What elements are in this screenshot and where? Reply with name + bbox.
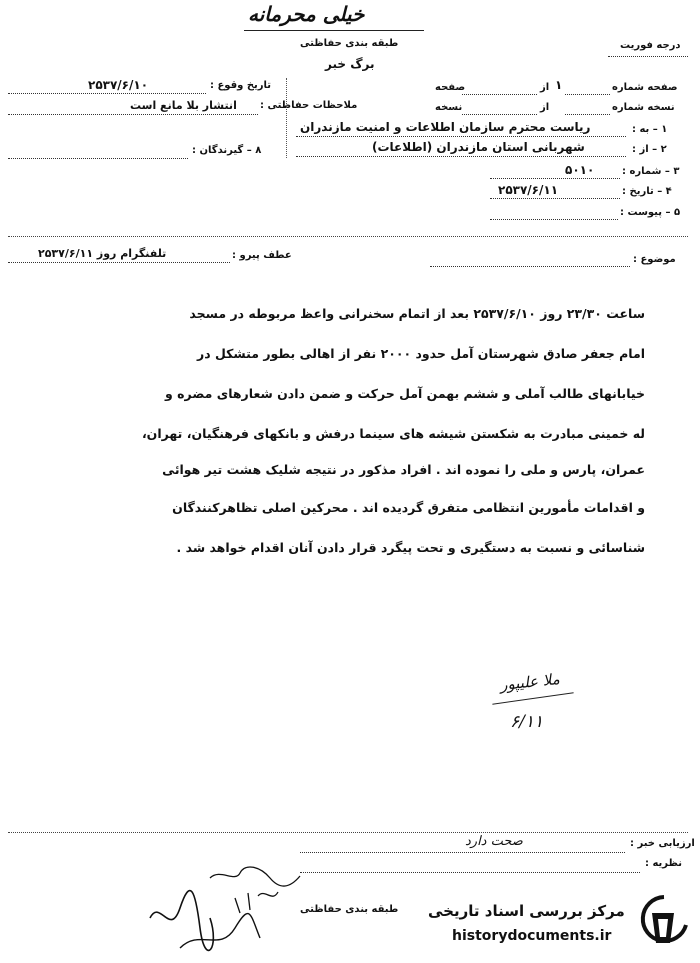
copy-number-line (565, 114, 610, 115)
recipients-label: ۸ – گیرندگان : (192, 145, 262, 156)
watermark-site: historydocuments.ir (452, 928, 612, 944)
recipients-line (8, 158, 188, 159)
classification-header: طبقه بندی حفاظتی (300, 38, 399, 49)
page-unit: صفحه (435, 82, 466, 93)
to-value: ریاست محترم سازمان اطلاعات و امنیت مازندران (300, 120, 591, 134)
body-line-6: و اقدامات مأمورین انتظامی متفرق گردیده اند . محرکین اصلی تظاهرکنندگان (172, 500, 645, 515)
number-line (490, 178, 620, 179)
from-label: ۲ – از : (632, 144, 667, 155)
date-line (490, 198, 620, 199)
number-value: ۵۰۱۰ (565, 163, 595, 177)
classification-footer: طبقه بندی حفاظتی (300, 904, 399, 915)
subject-rule (8, 236, 688, 237)
date-label: ۴ – تاریخ : (622, 186, 672, 197)
body-line-3: خیابانهای طالب آملی و ششم بهمن آمل حرکت و ضمن دادن شعارهای مضره و (165, 386, 645, 401)
watermark-logo-icon (640, 895, 688, 951)
priority-label: درجه فوریت (620, 40, 681, 51)
form-title: برگ خبر (325, 57, 375, 71)
top-stamp-underline (244, 30, 424, 31)
body-line-1: ساعت ۲۳/۳۰ روز ۲۵۳۷/۶/۱۰ بعد از اتمام سخنرانی واعظ مربوطه در مسجد (189, 306, 645, 321)
security-notes-label: ملاحظات حفاظتی : (260, 100, 358, 111)
attachment-label: ۵ – پیوست : (620, 207, 681, 218)
security-notes-line (8, 114, 258, 115)
date-value: ۲۵۳۷/۶/۱۱ (498, 183, 559, 197)
from-line (296, 156, 626, 157)
number-label: ۳ – شماره : (622, 166, 680, 177)
signature-underline (492, 692, 573, 704)
opinion-line (300, 872, 640, 873)
evaluation-label: ارزیابی خبر : (630, 838, 695, 849)
footer-rule (8, 832, 688, 833)
page-number-value: ۱ (555, 78, 563, 92)
evaluation-value: صحت دارد (465, 834, 523, 849)
opinion-label: نظریه : (645, 858, 683, 869)
copy-unit: نسخه (435, 102, 463, 113)
to-line (296, 136, 626, 137)
body-line-5: عمران، پارس و ملی را نموده اند . افراد مذکور در نتیجه شلیک هشت تیر هوائی (162, 462, 645, 477)
page-number-line (565, 94, 610, 95)
security-notes-value: انتشار بلا مانع است (130, 99, 237, 112)
page-number-label: صفحه شماره (612, 82, 678, 93)
signature-name: ملا علیپور (499, 669, 561, 695)
top-stamp-handwritten: خیلی محرمانه (248, 2, 365, 26)
copy-number-label: نسخه شماره (612, 102, 675, 113)
body-line-4: له خمینی مبادرت به شکستن شیشه های سینما درفش و بانکهای فرهنگیان، تهران، (141, 426, 645, 441)
signature-date: ۶/۱۱ (510, 712, 544, 732)
body-line-7: شناسائی و نسبت به دستگیری و تحت پیگرد قرار دادن آنان اقدام خواهد شد . (176, 540, 645, 555)
page-total-line (462, 94, 537, 95)
copy-total-line (462, 114, 537, 115)
evaluation-line (300, 852, 625, 853)
copy-from: از (540, 102, 550, 113)
event-date-value: ۲۵۳۷/۶/۱۰ (88, 78, 149, 92)
handwritten-initials-scribble (140, 858, 310, 958)
header-vertical-divider (286, 78, 287, 158)
followup-line (8, 262, 230, 263)
from-value: شهربانی استان مازندران (اطلاعات) (372, 140, 585, 154)
to-label: ۱ – به : (632, 124, 668, 135)
event-date-label: تاریخ وقوع : (210, 80, 272, 91)
subject-label: موضوع : (633, 254, 676, 265)
followup-label: عطف پیرو : (232, 250, 292, 261)
followup-value: تلفنگرام روز ۲۵۳۷/۶/۱۱ (38, 247, 167, 260)
attachment-line (490, 219, 618, 220)
body-line-2: امام جعفر صادق شهرستان آمل حدود ۲۰۰۰ نفر از اهالی بطور متشکل در (197, 346, 645, 361)
watermark-org-name: مرکز بررسی اسناد تاریخی (428, 902, 625, 920)
event-date-line (8, 93, 206, 94)
page-from: از (540, 82, 550, 93)
priority-dotted-line (608, 56, 688, 57)
subject-line (430, 266, 630, 267)
